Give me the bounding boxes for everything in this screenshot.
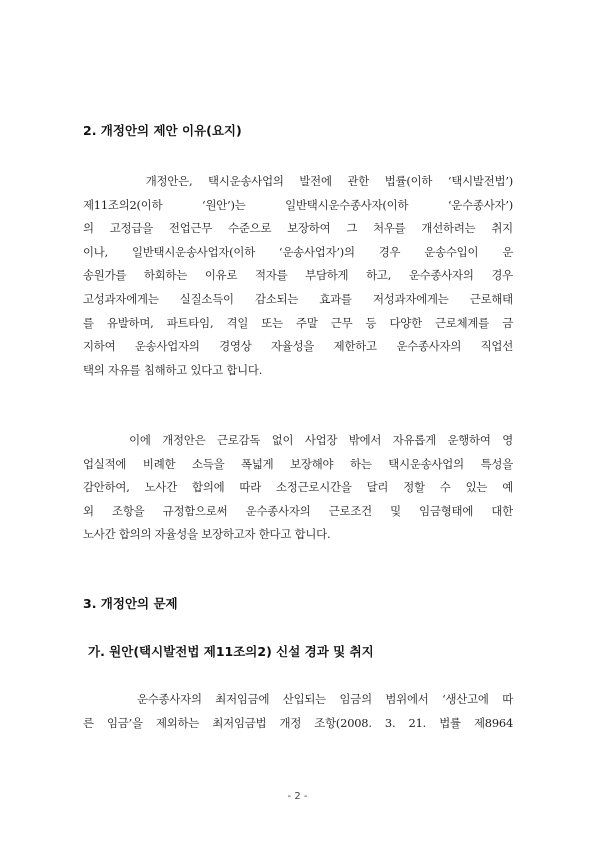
text-line: 송원가를 하회하는 이유로 적자를 부담하게 하고, 운수종사자의 경우 xyxy=(83,268,513,283)
text-line: 를 유발하며, 파트타임, 격일 또는 주말 근무 등 다양한 근로체계를 금 xyxy=(83,315,513,330)
text-line: 외 조항을 규정함으로써 운수종사자의 근로조건 및 임금형태에 대한 xyxy=(83,503,513,518)
text-line: 고성과자에게는 실질소득이 감소되는 효과를 저성과자에게는 근로해태 xyxy=(83,291,513,306)
text-line: 제11조의2(이하 ‘원안’)는 일반택시운수종사자(이하 ‘운수종사자’) xyxy=(83,197,513,212)
section-heading-3: 3. 개정안의 문제 xyxy=(83,596,178,611)
text-line: 노사간 합의의 자율성을 보장하고자 한다고 합니다. xyxy=(83,527,331,542)
text-line: 이나, 일반택시운송사업자(이하 ‘운송사업자’)의 경우 운송수입이 운 xyxy=(83,244,513,259)
text-line: 이에 개정안은 근로감독 없이 사업장 밖에서 자유롭게 운행하여 영 xyxy=(83,433,513,447)
subsection-heading-3a: 가. 원안(택시발전법 제11조의2) 신설 경과 및 취지 xyxy=(88,644,374,659)
text-line: 택의 자유를 침해하고 있다고 합니다. xyxy=(83,362,263,377)
section-heading-2: 2. 개정안의 제안 이유(요지) xyxy=(83,123,242,138)
text-line: 개정안은, 택시운송사업의 발전에 관한 법률(이하 ‘택시발전법’) xyxy=(83,174,513,188)
page-number: - 2 - xyxy=(287,791,308,802)
text-line: 지하여 운송사업자의 경영상 자율성을 제한하고 운수종사자의 직업선 xyxy=(83,339,513,354)
text-line: 감안하여, 노사간 합의에 따라 소정근로시간을 달리 정할 수 있는 예 xyxy=(83,480,513,495)
text-line: 업실적에 비례한 소득을 폭넓게 보장해야 하는 택시운송사업의 특성을 xyxy=(83,456,513,471)
text-line: 의 고정급을 전업근무 수준으로 보장하여 그 처우를 개선하려는 취지 xyxy=(83,221,513,236)
paragraph-origin xyxy=(83,688,513,735)
text-line: 운수종사자의 최저임금에 산입되는 임금의 범위에서 ‘생산고에 따 xyxy=(83,692,513,706)
text-line: 른 임금’을 제외하는 최저임금법 개정 조항(2008. 3. 21. 법률 제8964 xyxy=(83,715,513,730)
paragraph-proposal-reason xyxy=(83,170,513,382)
paragraph-amendment-purpose xyxy=(83,429,513,547)
